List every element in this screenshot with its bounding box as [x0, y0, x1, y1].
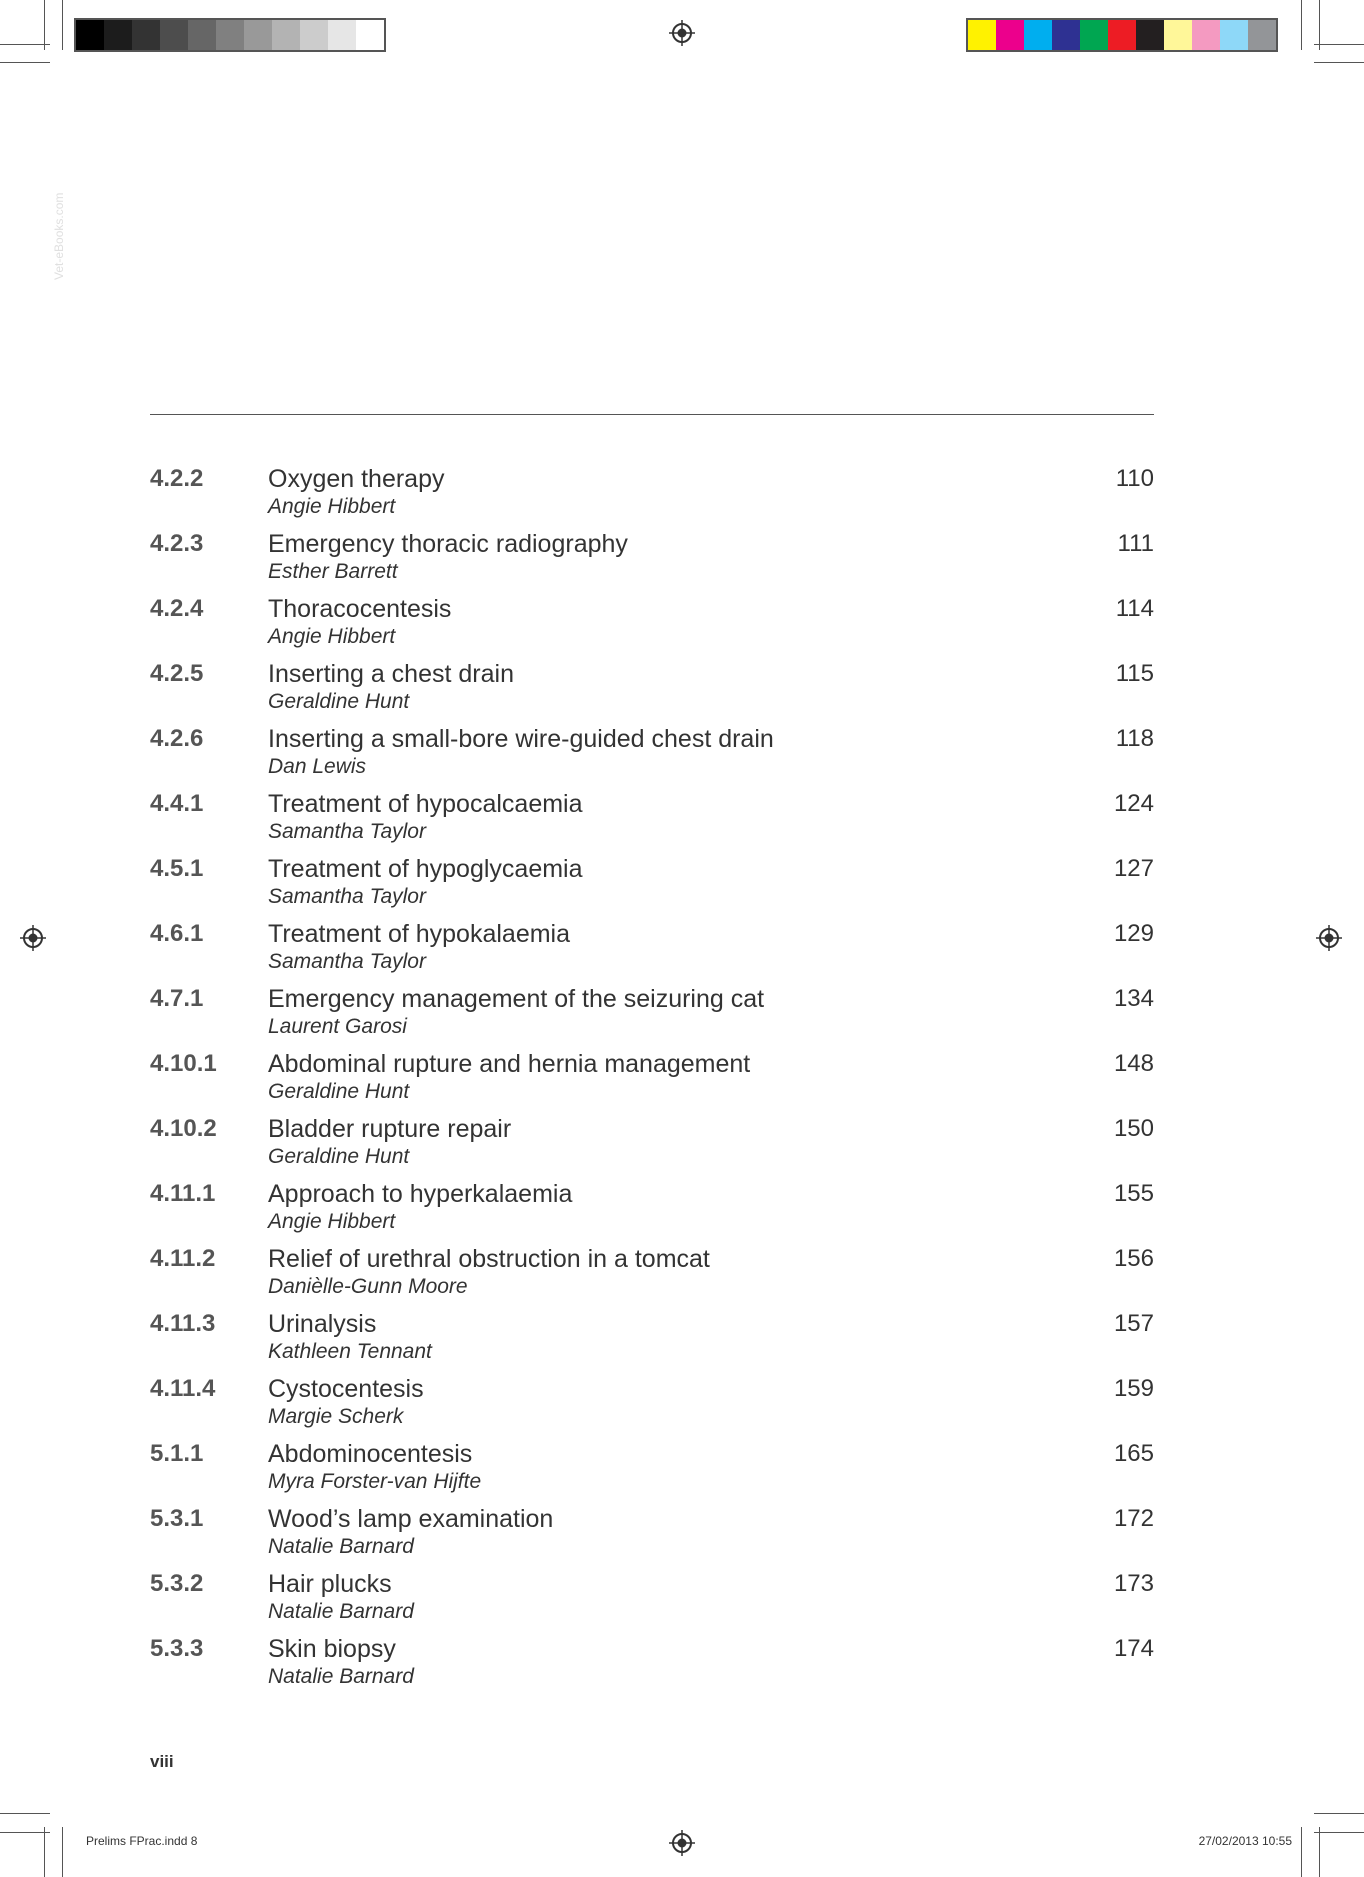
toc-page-number: 156: [1113, 1245, 1154, 1272]
color-swatch: [216, 20, 244, 50]
color-swatch: [1052, 20, 1080, 50]
toc-page-number: 110: [1115, 465, 1154, 492]
toc-entry: [150, 985, 1154, 1050]
grayscale-color-bar: [74, 18, 386, 52]
crop-mark: [1319, 1827, 1320, 1877]
toc-section-number: 4.2.2: [150, 465, 204, 492]
toc-section-number: 4.2.5: [150, 660, 204, 687]
toc-entry-title: Oxygen therapy: [268, 465, 445, 493]
crop-mark: [0, 1813, 50, 1814]
toc-entry-title: Treatment of hypoglycaemia: [268, 855, 583, 883]
color-swatch: [1080, 20, 1108, 50]
toc-entry: [150, 855, 1154, 920]
toc-section-number: 4.2.6: [150, 725, 204, 752]
toc-entry-author: Esther Barrett: [268, 560, 398, 583]
color-swatch: [300, 20, 328, 50]
toc-section-number: 4.11.4: [150, 1375, 216, 1402]
toc-page-number: 134: [1113, 985, 1154, 1012]
toc-page-number: 118: [1115, 725, 1154, 752]
toc-entry: [150, 920, 1154, 985]
toc-page-number: 174: [1113, 1635, 1154, 1662]
toc-entry: [150, 1375, 1154, 1440]
toc-entry-title: Inserting a chest drain: [268, 660, 514, 688]
toc-page-number: 114: [1115, 595, 1154, 622]
toc-page-number: 173: [1113, 1570, 1154, 1597]
toc-entry-author: Natalie Barnard: [268, 1600, 414, 1623]
color-swatch: [1108, 20, 1136, 50]
color-swatch: [996, 20, 1024, 50]
color-swatch: [104, 20, 132, 50]
toc-entry: [150, 1505, 1154, 1570]
page-folio: viii: [150, 1752, 174, 1771]
registration-mark-icon: [669, 1830, 695, 1856]
toc-entry: [150, 1050, 1154, 1115]
toc-page-number: 172: [1113, 1505, 1154, 1532]
toc-entry-author: Samantha Taylor: [268, 885, 426, 908]
color-swatch: [1220, 20, 1248, 50]
crop-mark: [0, 1832, 50, 1833]
toc-page-number: 155: [1113, 1180, 1154, 1207]
color-swatch: [272, 20, 300, 50]
color-swatch: [356, 20, 384, 50]
toc-entry: [150, 465, 1154, 530]
table-of-contents: [150, 465, 1154, 1700]
crop-mark: [44, 0, 45, 50]
toc-entry-title: Approach to hyperkalaemia: [268, 1180, 573, 1208]
toc-section-number: 4.2.4: [150, 595, 204, 622]
toc-entry-title: Emergency management of the seizuring cat: [268, 985, 765, 1013]
toc-entry-author: Samantha Taylor: [268, 950, 426, 973]
toc-entry: [150, 1570, 1154, 1635]
toc-entry-author: Angie Hibbert: [268, 625, 396, 648]
toc-entry: [150, 1245, 1154, 1310]
toc-entry-author: Laurent Garosi: [268, 1015, 407, 1038]
toc-page-number: 124: [1113, 790, 1154, 817]
crop-mark: [62, 1827, 63, 1877]
toc-entry-author: Samantha Taylor: [268, 820, 426, 843]
color-swatch: [1164, 20, 1192, 50]
toc-section-number: 4.10.1: [150, 1050, 217, 1077]
toc-section-number: 4.2.3: [150, 530, 204, 557]
toc-entry: [150, 595, 1154, 660]
toc-page-number: 159: [1113, 1375, 1154, 1402]
toc-entry-author: Margie Scherk: [268, 1405, 404, 1428]
toc-entry-author: Natalie Barnard: [268, 1535, 414, 1558]
toc-entry-title: Thoracocentesis: [268, 595, 452, 623]
toc-page-number: 148: [1113, 1050, 1154, 1077]
toc-section-number: 4.7.1: [150, 985, 204, 1012]
crop-mark: [1301, 0, 1302, 50]
crop-mark: [0, 62, 50, 63]
toc-entry: [150, 1635, 1154, 1700]
color-swatch: [1136, 20, 1164, 50]
toc-entry-author: Myra Forster-van Hijfte: [268, 1470, 482, 1493]
crop-mark: [1314, 1832, 1364, 1833]
slug-datetime: 27/02/2013 10:55: [1198, 1834, 1292, 1848]
header-rule: [150, 414, 1154, 415]
toc-entry-title: Inserting a small-bore wire-guided chest drain: [268, 725, 774, 753]
toc-entry: [150, 790, 1154, 855]
color-swatch: [968, 20, 996, 50]
toc-entry-title: Bladder rupture repair: [268, 1115, 512, 1143]
toc-entry-title: Emergency thoracic radiography: [268, 530, 628, 558]
toc-entry-title: Abdominocentesis: [268, 1440, 473, 1468]
toc-entry: [150, 1440, 1154, 1505]
toc-section-number: 4.5.1: [150, 855, 204, 882]
toc-entry-author: Angie Hibbert: [268, 1210, 396, 1233]
toc-section-number: 5.1.1: [150, 1440, 204, 1467]
toc-page-number: 165: [1113, 1440, 1154, 1467]
watermark: Vet-eBooks.com: [52, 192, 66, 280]
toc-entry-title: Treatment of hypokalaemia: [268, 920, 571, 948]
crop-mark: [1314, 1813, 1364, 1814]
toc-entry-author: Geraldine Hunt: [268, 1080, 410, 1103]
color-swatch: [328, 20, 356, 50]
toc-page-number: 129: [1113, 920, 1154, 947]
crop-mark: [1301, 1827, 1302, 1877]
registration-mark-icon: [669, 20, 695, 46]
toc-section-number: 4.11.3: [150, 1310, 216, 1337]
toc-entry-author: Natalie Barnard: [268, 1665, 414, 1688]
toc-entry-author: Angie Hibbert: [268, 495, 396, 518]
toc-entry-title: Treatment of hypocalcaemia: [268, 790, 583, 818]
toc-entry-author: Kathleen Tennant: [268, 1340, 432, 1363]
toc-entry-title: Wood’s lamp examination: [268, 1505, 554, 1533]
toc-section-number: 5.3.3: [150, 1635, 204, 1662]
process-color-bar: [966, 18, 1278, 52]
toc-page-number: 111: [1117, 530, 1154, 557]
color-swatch: [188, 20, 216, 50]
toc-section-number: 5.3.2: [150, 1570, 204, 1597]
toc-entry-author: Geraldine Hunt: [268, 690, 410, 713]
color-swatch: [244, 20, 272, 50]
crop-mark: [1314, 44, 1364, 45]
toc-entry-title: Skin biopsy: [268, 1635, 396, 1663]
toc-entry: [150, 1180, 1154, 1245]
toc-entry: [150, 1310, 1154, 1375]
registration-mark-icon: [20, 925, 46, 951]
toc-page-number: 157: [1113, 1310, 1154, 1337]
toc-section-number: 4.4.1: [150, 790, 204, 817]
toc-entry-title: Cystocentesis: [268, 1375, 424, 1403]
toc-section-number: 4.11.2: [150, 1245, 216, 1272]
color-swatch: [1248, 20, 1276, 50]
toc-page-number: 150: [1113, 1115, 1154, 1142]
toc-entry: [150, 1115, 1154, 1180]
toc-page-number: 115: [1115, 660, 1154, 687]
toc-entry: [150, 530, 1154, 595]
crop-mark: [44, 1827, 45, 1877]
toc-entry: [150, 725, 1154, 790]
toc-entry-author: Dan Lewis: [268, 755, 367, 778]
registration-mark-icon: [1316, 925, 1342, 951]
color-swatch: [160, 20, 188, 50]
color-swatch: [76, 20, 104, 50]
toc-entry-author: Geraldine Hunt: [268, 1145, 410, 1168]
crop-mark: [1319, 0, 1320, 50]
toc-entry-title: Abdominal rupture and hernia management: [268, 1050, 751, 1078]
toc-entry-author: Danièlle-Gunn Moore: [268, 1275, 468, 1298]
crop-mark: [1314, 62, 1364, 63]
crop-mark: [62, 0, 63, 50]
toc-entry-title: Relief of urethral obstruction in a tomcat: [268, 1245, 710, 1273]
toc-entry: [150, 660, 1154, 725]
crop-mark: [0, 44, 50, 45]
slug-filename: Prelims FPrac.indd 8: [86, 1834, 198, 1848]
color-swatch: [1024, 20, 1052, 50]
color-swatch: [1192, 20, 1220, 50]
toc-section-number: 5.3.1: [150, 1505, 204, 1532]
color-swatch: [132, 20, 160, 50]
toc-section-number: 4.6.1: [150, 920, 204, 947]
toc-page-number: 127: [1113, 855, 1154, 882]
toc-section-number: 4.11.1: [150, 1180, 216, 1207]
toc-entry-title: Urinalysis: [268, 1310, 377, 1338]
toc-section-number: 4.10.2: [150, 1115, 217, 1142]
toc-entry-title: Hair plucks: [268, 1570, 392, 1598]
